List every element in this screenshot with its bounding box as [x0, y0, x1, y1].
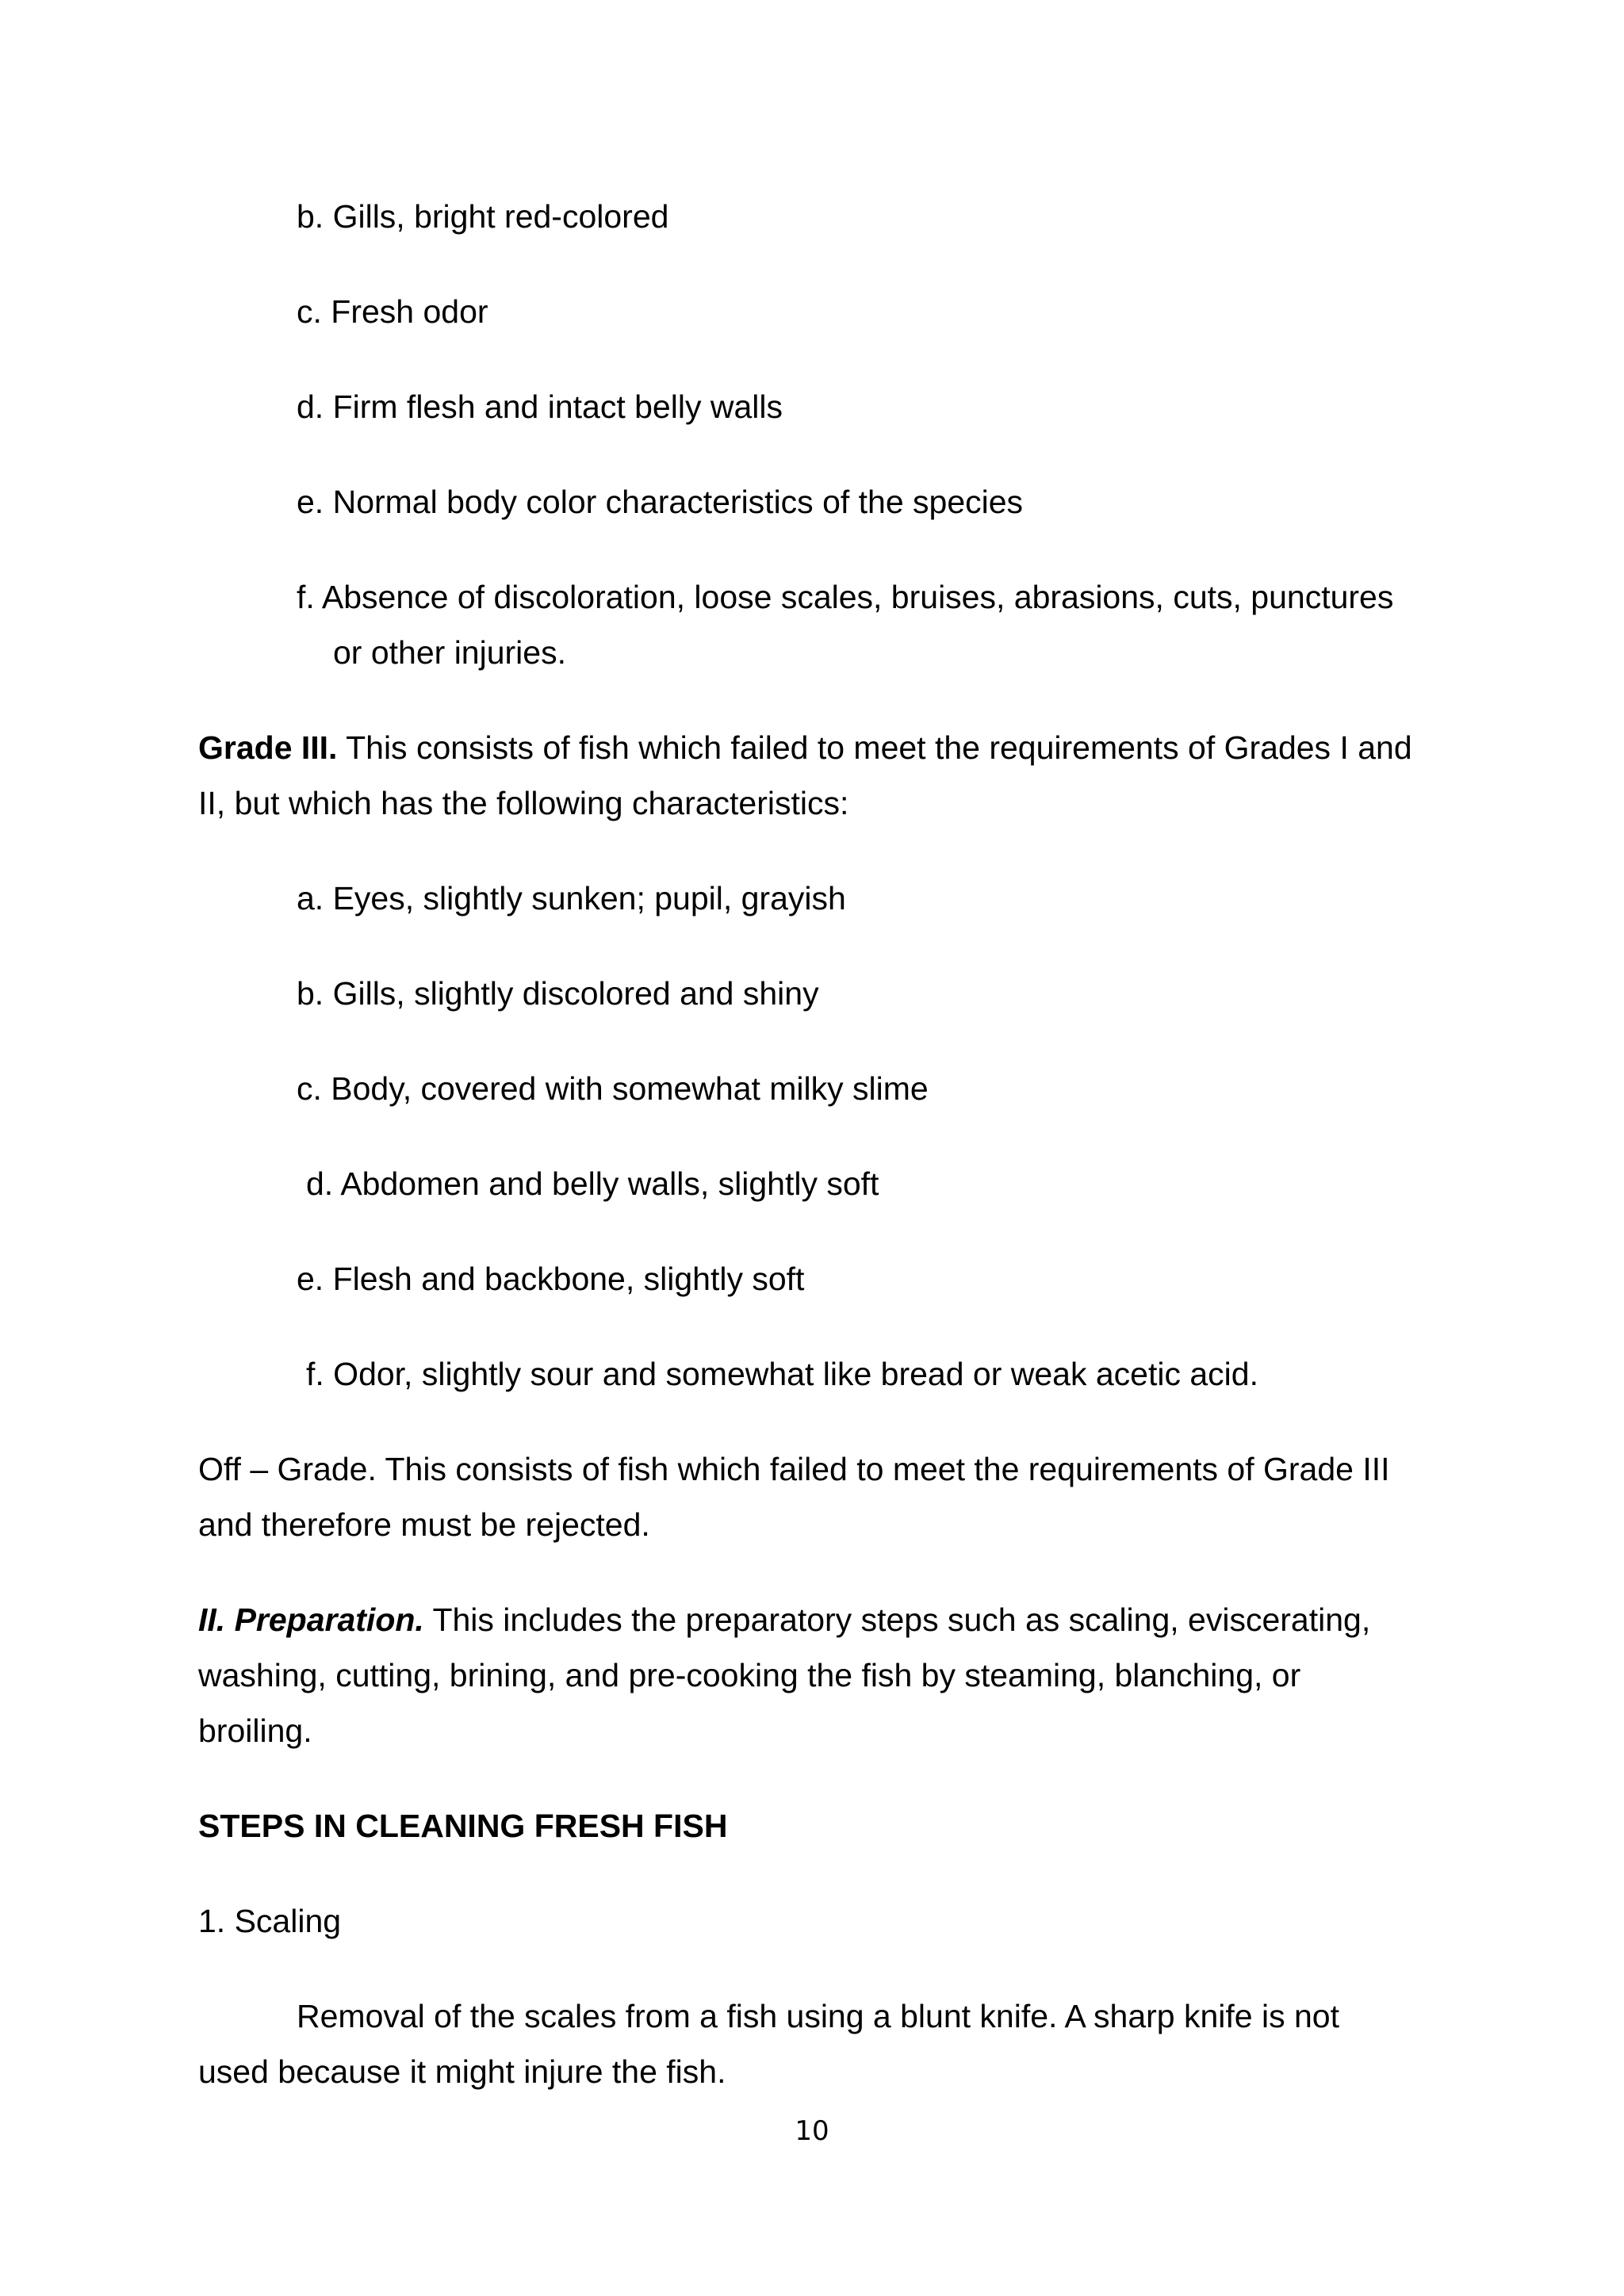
grade3-text: This consists of fish which failed to meet the requirements of Grades I and — [337, 729, 1412, 766]
grade2-item-b: b. Gills, bright red-colored — [297, 198, 669, 235]
grade2-item-c: c. Fresh odor — [297, 293, 488, 330]
grade3-paragraph-line1 — [198, 728, 1412, 767]
grade3-item-d: d. Abdomen and belly walls, slightly soft — [306, 1165, 879, 1202]
preparation-label: II. Preparation. — [198, 1601, 424, 1638]
grade3-item-b: b. Gills, slightly discolored and shiny — [297, 975, 819, 1012]
off-grade-line2: and therefore must be rejected. — [198, 1506, 650, 1543]
grade3-item-a: a. Eyes, slightly sunken; pupil, grayish — [297, 880, 846, 916]
grade3-item-f: f. Odor, slightly sour and somewhat like bread or weak acetic acid. — [306, 1356, 1258, 1392]
step1-line2: used because it might injure the fish. — [198, 2053, 726, 2090]
page-number: 10 — [795, 2115, 829, 2147]
preparation-line1 — [198, 1600, 1370, 1640]
grade3-item-e: e. Flesh and backbone, slightly soft — [297, 1261, 805, 1297]
grade2-item-d: d. Firm flesh and intact belly walls — [297, 388, 783, 425]
preparation-line3: broiling. — [198, 1712, 312, 1749]
preparation-text: This includes the preparatory steps such as scaling, eviscerating, — [423, 1601, 1371, 1638]
grade2-item-e: e. Normal body color characteristics of the species — [297, 484, 1024, 520]
preparation-line2: washing, cutting, brining, and pre-cooking the fish by steaming, blanching, or — [198, 1657, 1301, 1693]
step1-line1: Removal of the scales from a fish using a blunt knife. A sharp knife is not — [297, 1998, 1339, 2034]
grade3-paragraph-line2: II, but which has the following characteristics: — [198, 785, 849, 821]
grade3-item-c: c. Body, covered with somewhat milky slime — [297, 1070, 929, 1107]
steps-heading: STEPS IN CLEANING FRESH FISH — [198, 1808, 728, 1844]
off-grade-line1: Off – Grade. This consists of fish which failed to meet the requirements of Grade III — [198, 1451, 1390, 1487]
step1-title: 1. Scaling — [198, 1903, 342, 1939]
grade2-item-f: f. Absence of discoloration, loose scales, bruises, abrasions, cuts, punctures — [297, 579, 1394, 615]
grade3-label: Grade III. — [198, 729, 338, 766]
grade2-item-f-continued: or other injuries. — [333, 634, 566, 671]
